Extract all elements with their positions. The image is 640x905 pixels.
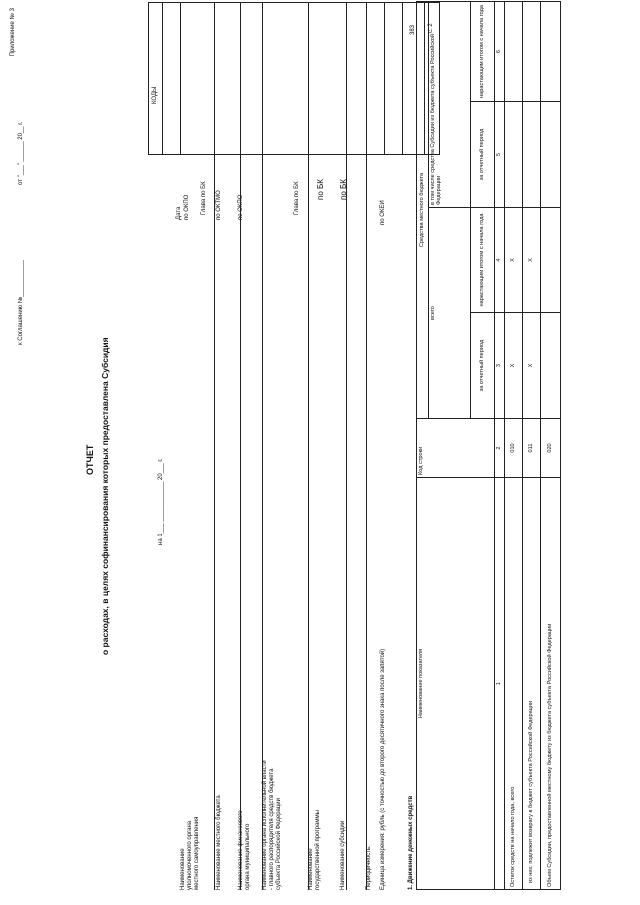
col-number: 4 xyxy=(495,208,505,313)
col-number: 1 xyxy=(495,478,505,890)
row-code: 010 xyxy=(505,419,523,478)
cell-value: X xyxy=(505,208,523,313)
row-name: из них: подлежит возврату в бюджет субъекта Российской Федерации xyxy=(523,478,541,890)
field-code-label: по ОКТМО xyxy=(216,190,222,220)
agreement-date: от "___" ______ 20__ г. xyxy=(18,121,24,185)
row-name: Остаток средств на начало года, всего xyxy=(505,478,523,890)
row-code: 011 xyxy=(523,419,541,478)
header-total: всего xyxy=(429,208,471,419)
header-indicator: Наименование показателя xyxy=(417,478,495,890)
cell-value xyxy=(541,208,561,313)
field-code-label: Глава по БК xyxy=(294,181,300,215)
field-code-label: по ОКЕИ xyxy=(380,200,386,225)
field-label: Наименование местного бюджета xyxy=(216,795,222,890)
codes-header-cell xyxy=(148,2,163,155)
report-date-line: на 1___ ____________ 20___ г. xyxy=(158,458,164,545)
okpo-label: по ОКПО xyxy=(184,194,190,220)
field-label: Наименование органа исполнительной власти - главного распорядителя средств бюджета субъекта Российской Федерации xyxy=(262,760,283,890)
col-number: 6 xyxy=(495,1,505,101)
codes-header: КОДЫ xyxy=(152,86,158,104)
col-number: 2 xyxy=(495,419,505,478)
field-label: Наименование финансового органа муниципального xyxy=(238,810,252,890)
header-period: за отчетный период xyxy=(471,102,495,208)
col-number: 3 xyxy=(495,313,505,419)
cell-value xyxy=(505,1,523,101)
table-row xyxy=(505,1,523,889)
cell-value xyxy=(541,1,561,101)
field-code-label: Глава по БК xyxy=(201,181,207,215)
field-label: Периодичность: xyxy=(366,845,372,890)
col-number: 5 xyxy=(495,102,505,208)
header-cumulative: нарастающим итогом с начала года xyxy=(471,208,495,313)
agreement-number: к Соглашению №___________ xyxy=(18,260,24,345)
cell-value: X xyxy=(523,313,541,419)
date-label: Дата xyxy=(176,206,182,220)
cash-flow-table xyxy=(416,1,561,890)
report-subtitle: о расходах, в целях софинансирования которых предоставлена Субсидия xyxy=(100,337,110,655)
row-name: Объем Субсидии, предоставленной местному бюджету из бюджета субъекта Российской Федерации xyxy=(541,478,561,890)
field-label: Наименование уполномоченного органа местного самоуправления xyxy=(180,816,201,890)
field-code-label: по ОКПО xyxy=(238,194,244,220)
section-title: 1. Движение денежных средств xyxy=(408,795,414,890)
header-code: Код строки xyxy=(417,419,495,478)
cell-value: X xyxy=(505,313,523,419)
appendix-number: Приложение № 3 xyxy=(10,8,16,57)
field-label: Наименование субсидии xyxy=(340,820,346,890)
cell-value xyxy=(541,313,561,419)
row-code: 020 xyxy=(541,419,561,478)
unit-code: 383 xyxy=(410,24,416,35)
codes-column xyxy=(162,2,440,155)
page-number: с. 2 xyxy=(428,23,434,33)
field-label: Наименование государственной программы xyxy=(308,810,322,890)
table-row xyxy=(541,1,561,889)
cell-value xyxy=(523,1,541,101)
header-including: в том числе средства Субсидии из бюджета субъекта Российской Федерации xyxy=(429,1,471,207)
field-code-label: по БК xyxy=(339,179,348,200)
cell-value xyxy=(505,102,523,208)
table-row xyxy=(523,1,541,889)
field-label: Единица измерения: рубль (с точностью до второго десятичного знака после запятой) xyxy=(380,648,386,890)
header-period: за отчетный период xyxy=(471,313,495,419)
field-code-label: по БК xyxy=(316,179,325,200)
header-cumulative: нарастающим итогом с начала года xyxy=(471,1,495,101)
cell-value xyxy=(523,102,541,208)
header-local-budget: Средства местного бюджета xyxy=(417,1,429,418)
cell-value xyxy=(541,102,561,208)
report-title: ОТЧЕТ xyxy=(85,444,95,475)
cell-value: X xyxy=(523,208,541,313)
